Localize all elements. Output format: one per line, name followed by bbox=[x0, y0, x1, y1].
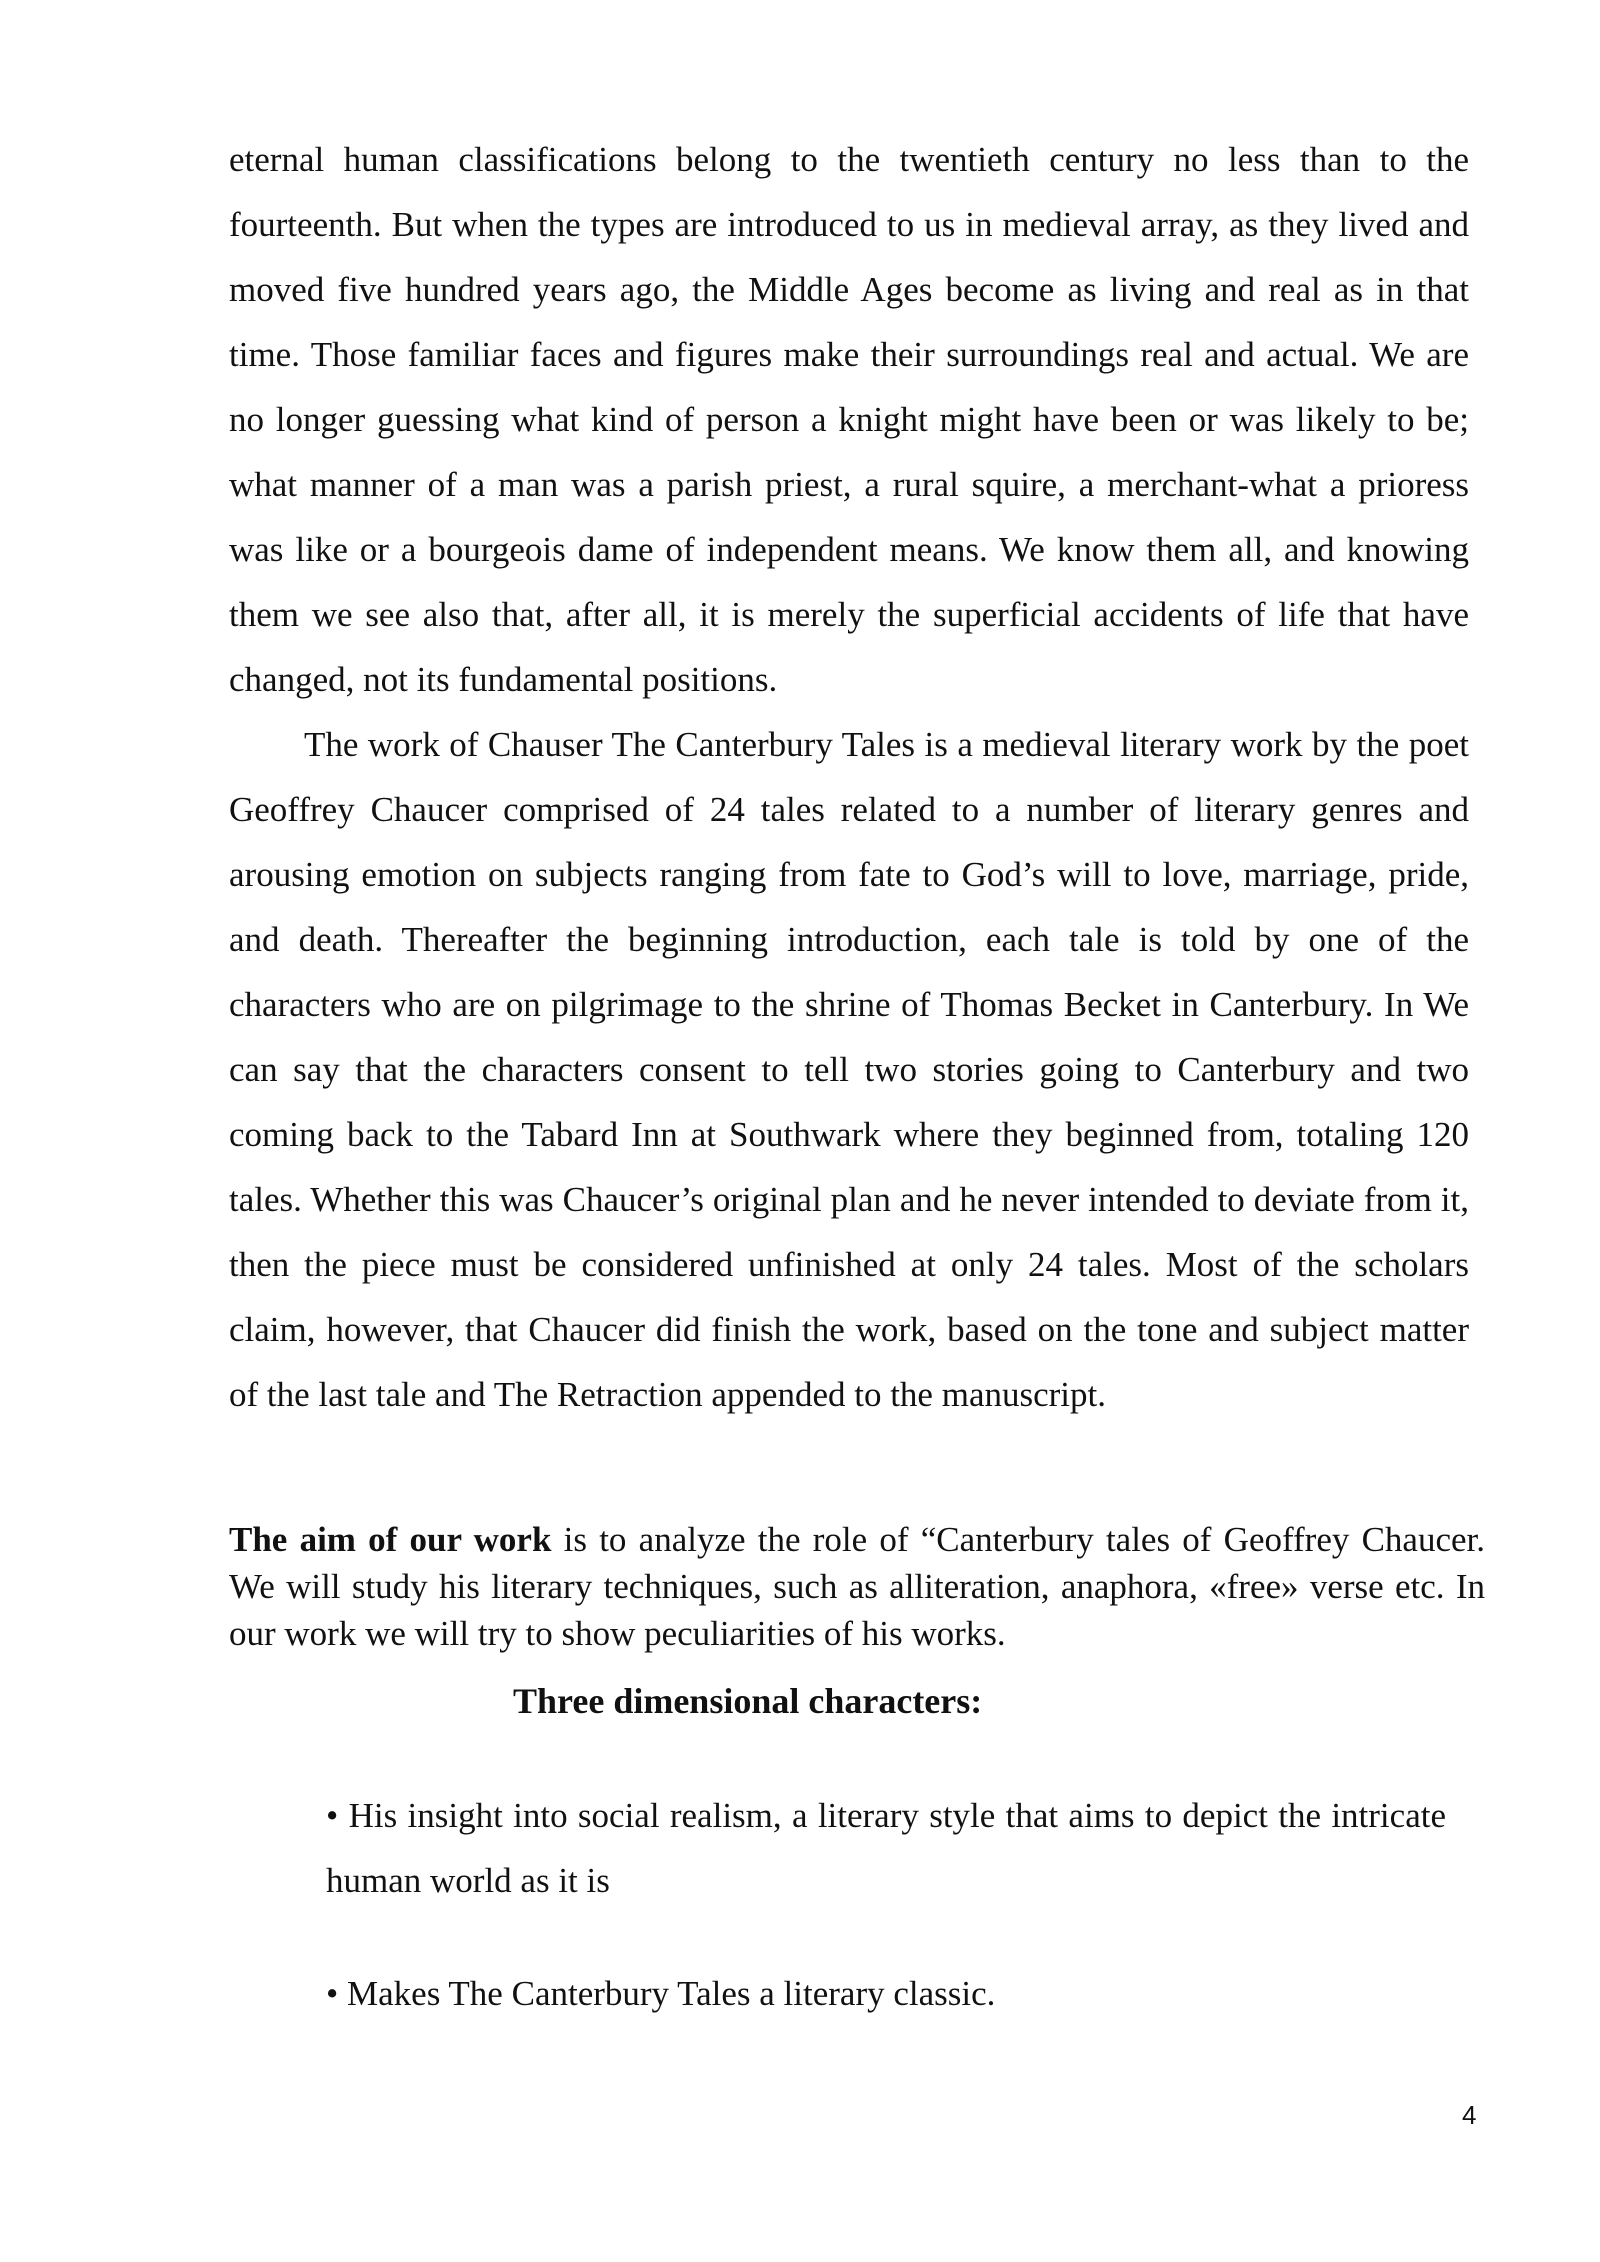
bullet-item-1: • His insight into social realism, a literary style that aims to depict the intricate human world as it is bbox=[326, 1796, 1446, 1900]
body-paragraph-1: eternal human classifications belong to the twentieth century no less than to the fourteenth. But when the types are introduced to us in medieval array, as they lived and moved five hundred years ago, the Middle Ages become as living and real as in that time. Those familiar faces and figures make their surroundings real and actual. We are no longer guessing what kind of person a knight might have been or was likely to be; what manner of a man was a parish priest, a rural squire, a merchant-what a prioress was like or a bourgeois dame of independent means. We know them all, and knowing them we see also that, after all, it is merely the superficial accidents of life that have changed, not its fundamental positions. bbox=[229, 140, 1469, 699]
body-paragraph-2: The work of Chauser The Canterbury Tales is a medieval literary work by the poet Geoffrey Chaucer comprised of 24 tales related to a number of literary genres and arousing emotion on subjects ranging from fate to God’s will to love, marriage, pride, and death. Thereafter the beginning introduction, each tale is told by one of the characters who are on pilgrimage to the shrine of Thomas Becket in Canterbury. In We can say that the characters consent to tell two stories going to Canterbury and two coming back to the Tabard Inn at Southwark where they beginned from, totaling 120 tales. Whether this was Chaucer’s original plan and he never intended to deviate from it, then the piece must be considered unfinished at only 24 tales. Most of the scholars claim, however, that Chaucer did finish the work, based on the tone and subject matter of the last tale and The Retraction appended to the manuscript. bbox=[229, 725, 1469, 1414]
bullet-item-2: • Makes The Canterbury Tales a literary classic. bbox=[326, 1974, 996, 2013]
aim-paragraph bbox=[229, 1516, 1485, 1657]
aim-lead: The aim of our work bbox=[229, 1520, 552, 1559]
aim-text: is to analyze the role of “Canterbury tales of Geoffrey Chaucer. We will study his literary techniques, such as alliteration, anaphora, «free» verse etc. In our work we will try to show peculiarities of his works. bbox=[229, 1520, 1486, 1653]
section-heading: Three dimensional characters: bbox=[513, 1681, 983, 1721]
page-number: 4 bbox=[1462, 2100, 1477, 2130]
